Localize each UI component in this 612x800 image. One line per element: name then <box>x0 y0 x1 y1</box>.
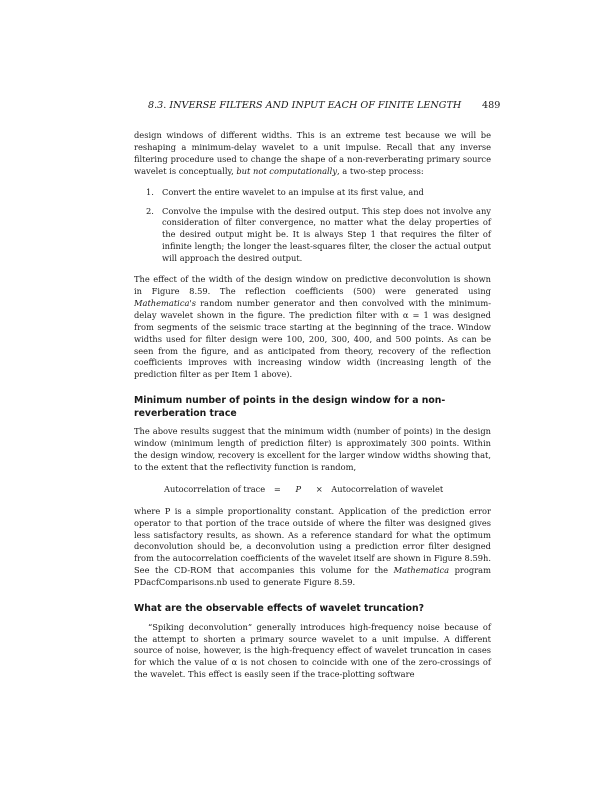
list-text: Convolve the impulse with the desired output. This step does not involve any consideration of filter convergence, no matter what the delay properties of the desired output might be. It is always Step 1 that requires the filter of infinite length; the longer the least-squares filter, the closer the actual output will approach the desired output. <box>162 205 491 264</box>
prop-emphasis: Mathematica <box>393 565 450 576</box>
body-text <box>134 130 491 690</box>
section-heading-design-window: Minimum number of points in the design window for a non-reverberation trace <box>134 395 446 419</box>
effect-text-b: random number generator and then convolved with the minimum-delay wavelet shown in the figure. The prediction filter with α = 1 was designed from segments of the seismic trace starting at the beginning of the trace. Window widths used for filter design were 100, 200, 300, 400, and 500 points. As can be seen from the figure, and as anticipated from theory, recovery of the reflection coefficients improves with increasing window width (increasing length of the prediction filter as per Item 1 above). <box>134 297 491 380</box>
intro-paragraph <box>134 130 491 178</box>
list-item <box>134 187 491 199</box>
prop-text-b: program PDacfComparisons.nb used to generate Figure 8.59. <box>134 565 491 588</box>
truncation-paragraph: “Spiking deconvolution” generally introduces high-frequency noise because of the attempt to shorten a primary source wavelet to a unit impulse. A different source of noise, however, is the high-frequency effect of wavelet truncation in cases for which the value of α is not chosen to coincide with one of the zero-crossings of the wavelet. This effect is easily seen if the trace-plotting software <box>134 621 491 680</box>
intro-text-b: , a two-step process: <box>337 165 424 176</box>
intro-emphasis: but not computationally <box>236 165 338 176</box>
equation-equals: = <box>273 483 281 494</box>
equation-rhs: Autocorrelation of wavelet <box>331 483 444 494</box>
steps-list <box>134 187 491 265</box>
equation-p: P <box>295 483 302 494</box>
list-text: Convert the entire wavelet to an impulse at its first value, and <box>162 186 424 197</box>
intro-text-a: design windows of different widths. This is an extreme test because we will be reshaping a minimum-delay wavelet to a unit impulse. Recall that any inverse filtering procedure used to change the shape of a non-reverberating primary source wavelet is conceptually, <box>134 130 491 176</box>
proportionality-paragraph <box>134 506 491 589</box>
section-heading-truncation: What are the observable effects of wavelet truncation? <box>134 603 425 615</box>
equation-lhs: Autocorrelation of trace <box>164 483 266 494</box>
list-number: 1. <box>146 186 154 197</box>
effect-emphasis: Mathematica's <box>134 297 196 308</box>
effect-text-a: The effect of the width of the design window on predictive deconvolution is shown in Figure 8.59. The reflection coefficients (500) were generated using <box>134 274 491 296</box>
design-window-paragraph: The above results suggest that the minimum width (number of points) in the design window (minimum length of prediction filter) is approximately 300 points. Within the design window, recovery is excellent for the larger window widths showing that, to the extent that the reflectivity function is random, <box>134 426 491 472</box>
list-item <box>134 206 491 266</box>
page-number: 489 <box>482 100 501 111</box>
effect-paragraph <box>134 274 491 381</box>
autocorrelation-equation <box>134 484 491 496</box>
running-head: 8.3. INVERSE FILTERS AND INPUT EACH OF FINITE LENGTH <box>148 100 462 111</box>
prop-text-a: where P is a simple proportionality constant. Application of the prediction error operator to that portion of the trace outside of where the filter was designed gives less satisfactory results, as shown. As a reference standard for what the optimum deconvolution should be, a deconvolution using a prediction error filter designed from the autocorrelation coefficients of the wavelet itself are shown in Figure 8.59h. See the CD-ROM that accompanies this volume for the <box>134 505 491 576</box>
equation-times: × <box>315 483 323 494</box>
list-number: 2. <box>146 205 154 216</box>
